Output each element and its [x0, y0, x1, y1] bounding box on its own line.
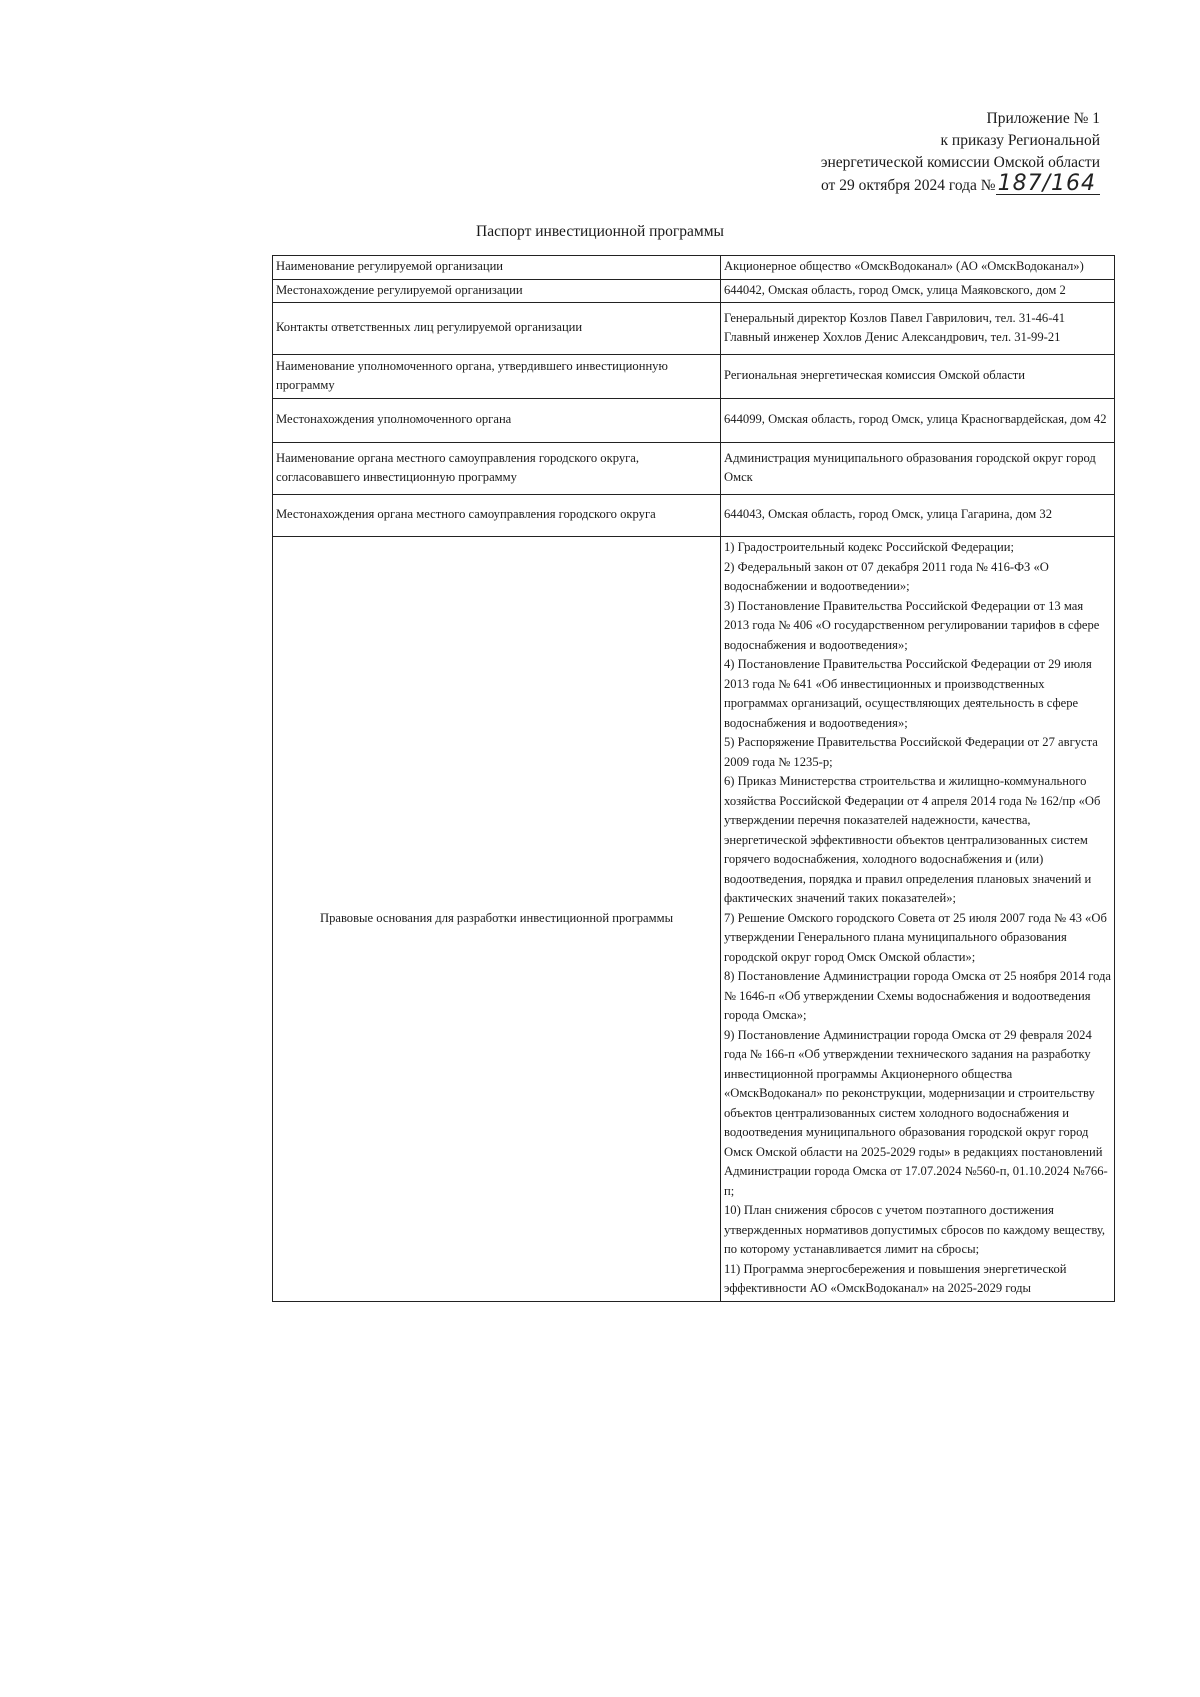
appendix-header [580, 108, 1100, 197]
legal-basis-item: 3) Постановление Правительства Российской Федерации от 13 мая 2013 года № 406 «О государственном регулировании тарифов в сфере водоснабжения и водоотведения»; [724, 598, 1100, 652]
table-row [273, 443, 1115, 495]
contact-director: Генеральный директор Козлов Павел Гаврилович, тел. 31-46-41 [724, 310, 1066, 325]
contact-engineer: Главный инженер Хохлов Денис Александрович, тел. 31-99-21 [724, 330, 1061, 344]
table-row [273, 399, 1115, 443]
table-row-legal-basis [273, 537, 1115, 1302]
legal-basis-item: 9) Постановление Администрации города Омска от 29 февраля 2024 года № 166-п «Об утверждении технического задания на разработку инвестиционной программы Акционерного общества «ОмскВодоканал» по реконструкции, модернизации и строительству объектов централизованных систем холодного водоснабжения и водоотведения муниципального образования городской округ город Омск Омской области на 2025-2029 годы» в редакциях постановлений Администрации города Омска от 17.07.2024 №560-п, 01.10.2024 №766-п; [724, 1027, 1108, 1198]
row-value: 644099, Омская область, город Омск, улица Красногвардейская, дом 42 [721, 399, 1115, 443]
table-row [273, 256, 1115, 280]
row-value: Региональная энергетическая комиссия Омской области [721, 355, 1115, 399]
page-title: Паспорт инвестиционной программы [476, 223, 724, 240]
appendix-date-line [580, 171, 1100, 197]
row-value: 644043, Омская область, город Омск, улица Гагарина, дом 32 [721, 495, 1115, 537]
legal-basis-item: 7) Решение Омского городского Совета от 25 июля 2007 года № 43 «Об утверждении Генерального плана муниципального образования городской округ город Омск Омской области»; [724, 910, 1107, 964]
row-label: Контакты ответственных лиц регулируемой организации [273, 303, 721, 355]
row-value: 644042, Омская область, город Омск, улица Маяковского, дом 2 [721, 279, 1115, 303]
legal-basis-item: 1) Градостроительный кодекс Российской Федерации; [724, 540, 1014, 554]
passport-table [272, 255, 1115, 1302]
legal-basis-item: 5) Распоряжение Правительства Российской Федерации от 27 августа 2009 года № 1235-р; [724, 735, 1098, 769]
legal-basis-list [721, 537, 1115, 1302]
row-label: Правовые основания для разработки инвестиционной программы [273, 537, 721, 1302]
table-row [273, 279, 1115, 303]
legal-basis-item: 6) Приказ Министерства строительства и жилищно-коммунального хозяйства Российской Федерации от 4 апреля 2014 года № 162/пр «Об утверждении перечня показателей надежности, качества, энергетической эффективности объектов централизованных систем горячего водоснабжения, холодного водоснабжения и (или) водоотведения, порядка и правил определения плановых значений и фактических значений таких показателей»; [724, 774, 1101, 905]
legal-basis-item: 10) План снижения сбросов с учетом поэтапного достижения утвержденных нормативов допустимых сбросов по каждому веществу, по которому устанавливается лимит на сбросы; [724, 1203, 1106, 1256]
row-value: Администрация муниципального образования городской округ город Омск [721, 443, 1115, 495]
legal-basis-item: 4) Постановление Правительства Российской Федерации от 29 июля 2013 года № 641 «Об инвестиционных и производственных программах организаций, осуществляющих деятельность в сфере водоснабжения и водоотведения»; [724, 657, 1092, 730]
row-label: Местонахождения уполномоченного органа [273, 399, 721, 443]
appendix-number: Приложение № 1 [986, 110, 1100, 127]
row-label: Наименование уполномоченного органа, утвердившего инвестиционную программу [273, 355, 721, 399]
table-row [273, 303, 1115, 355]
handwritten-order-number: 187/164 [996, 174, 1100, 195]
row-value: Акционерное общество «ОмскВодоканал» (АО «ОмскВодоканал») [721, 256, 1115, 280]
legal-basis-item: 2) Федеральный закон от 07 декабря 2011 года № 416-ФЗ «О водоснабжении и водоотведении»; [724, 559, 1049, 593]
appendix-date: от 29 октября 2024 года № [821, 177, 996, 194]
appendix-commission: энергетической комиссии Омской области [820, 154, 1100, 171]
legal-basis-item: 8) Постановление Администрации города Омска от 25 ноября 2014 года № 1646-п «Об утверждении Схемы водоснабжения и водоотведения города Омска»; [724, 969, 1112, 1022]
legal-basis-item: 11) Программа энергосбережения и повышения энергетической эффективности АО «ОмскВодоканал» на 2025-2029 годы [724, 1261, 1067, 1295]
table-row [273, 355, 1115, 399]
table-row [273, 495, 1115, 537]
row-label: Местонахождение регулируемой организации [273, 279, 721, 303]
row-value [721, 303, 1115, 355]
appendix-order-ref: к приказу Региональной [940, 132, 1100, 149]
row-label: Наименование регулируемой организации [273, 256, 721, 280]
row-label: Наименование органа местного самоуправления городского округа, согласовавшего инвестиционную программу [273, 443, 721, 495]
row-label: Местонахождения органа местного самоуправления городского округа [273, 495, 721, 537]
